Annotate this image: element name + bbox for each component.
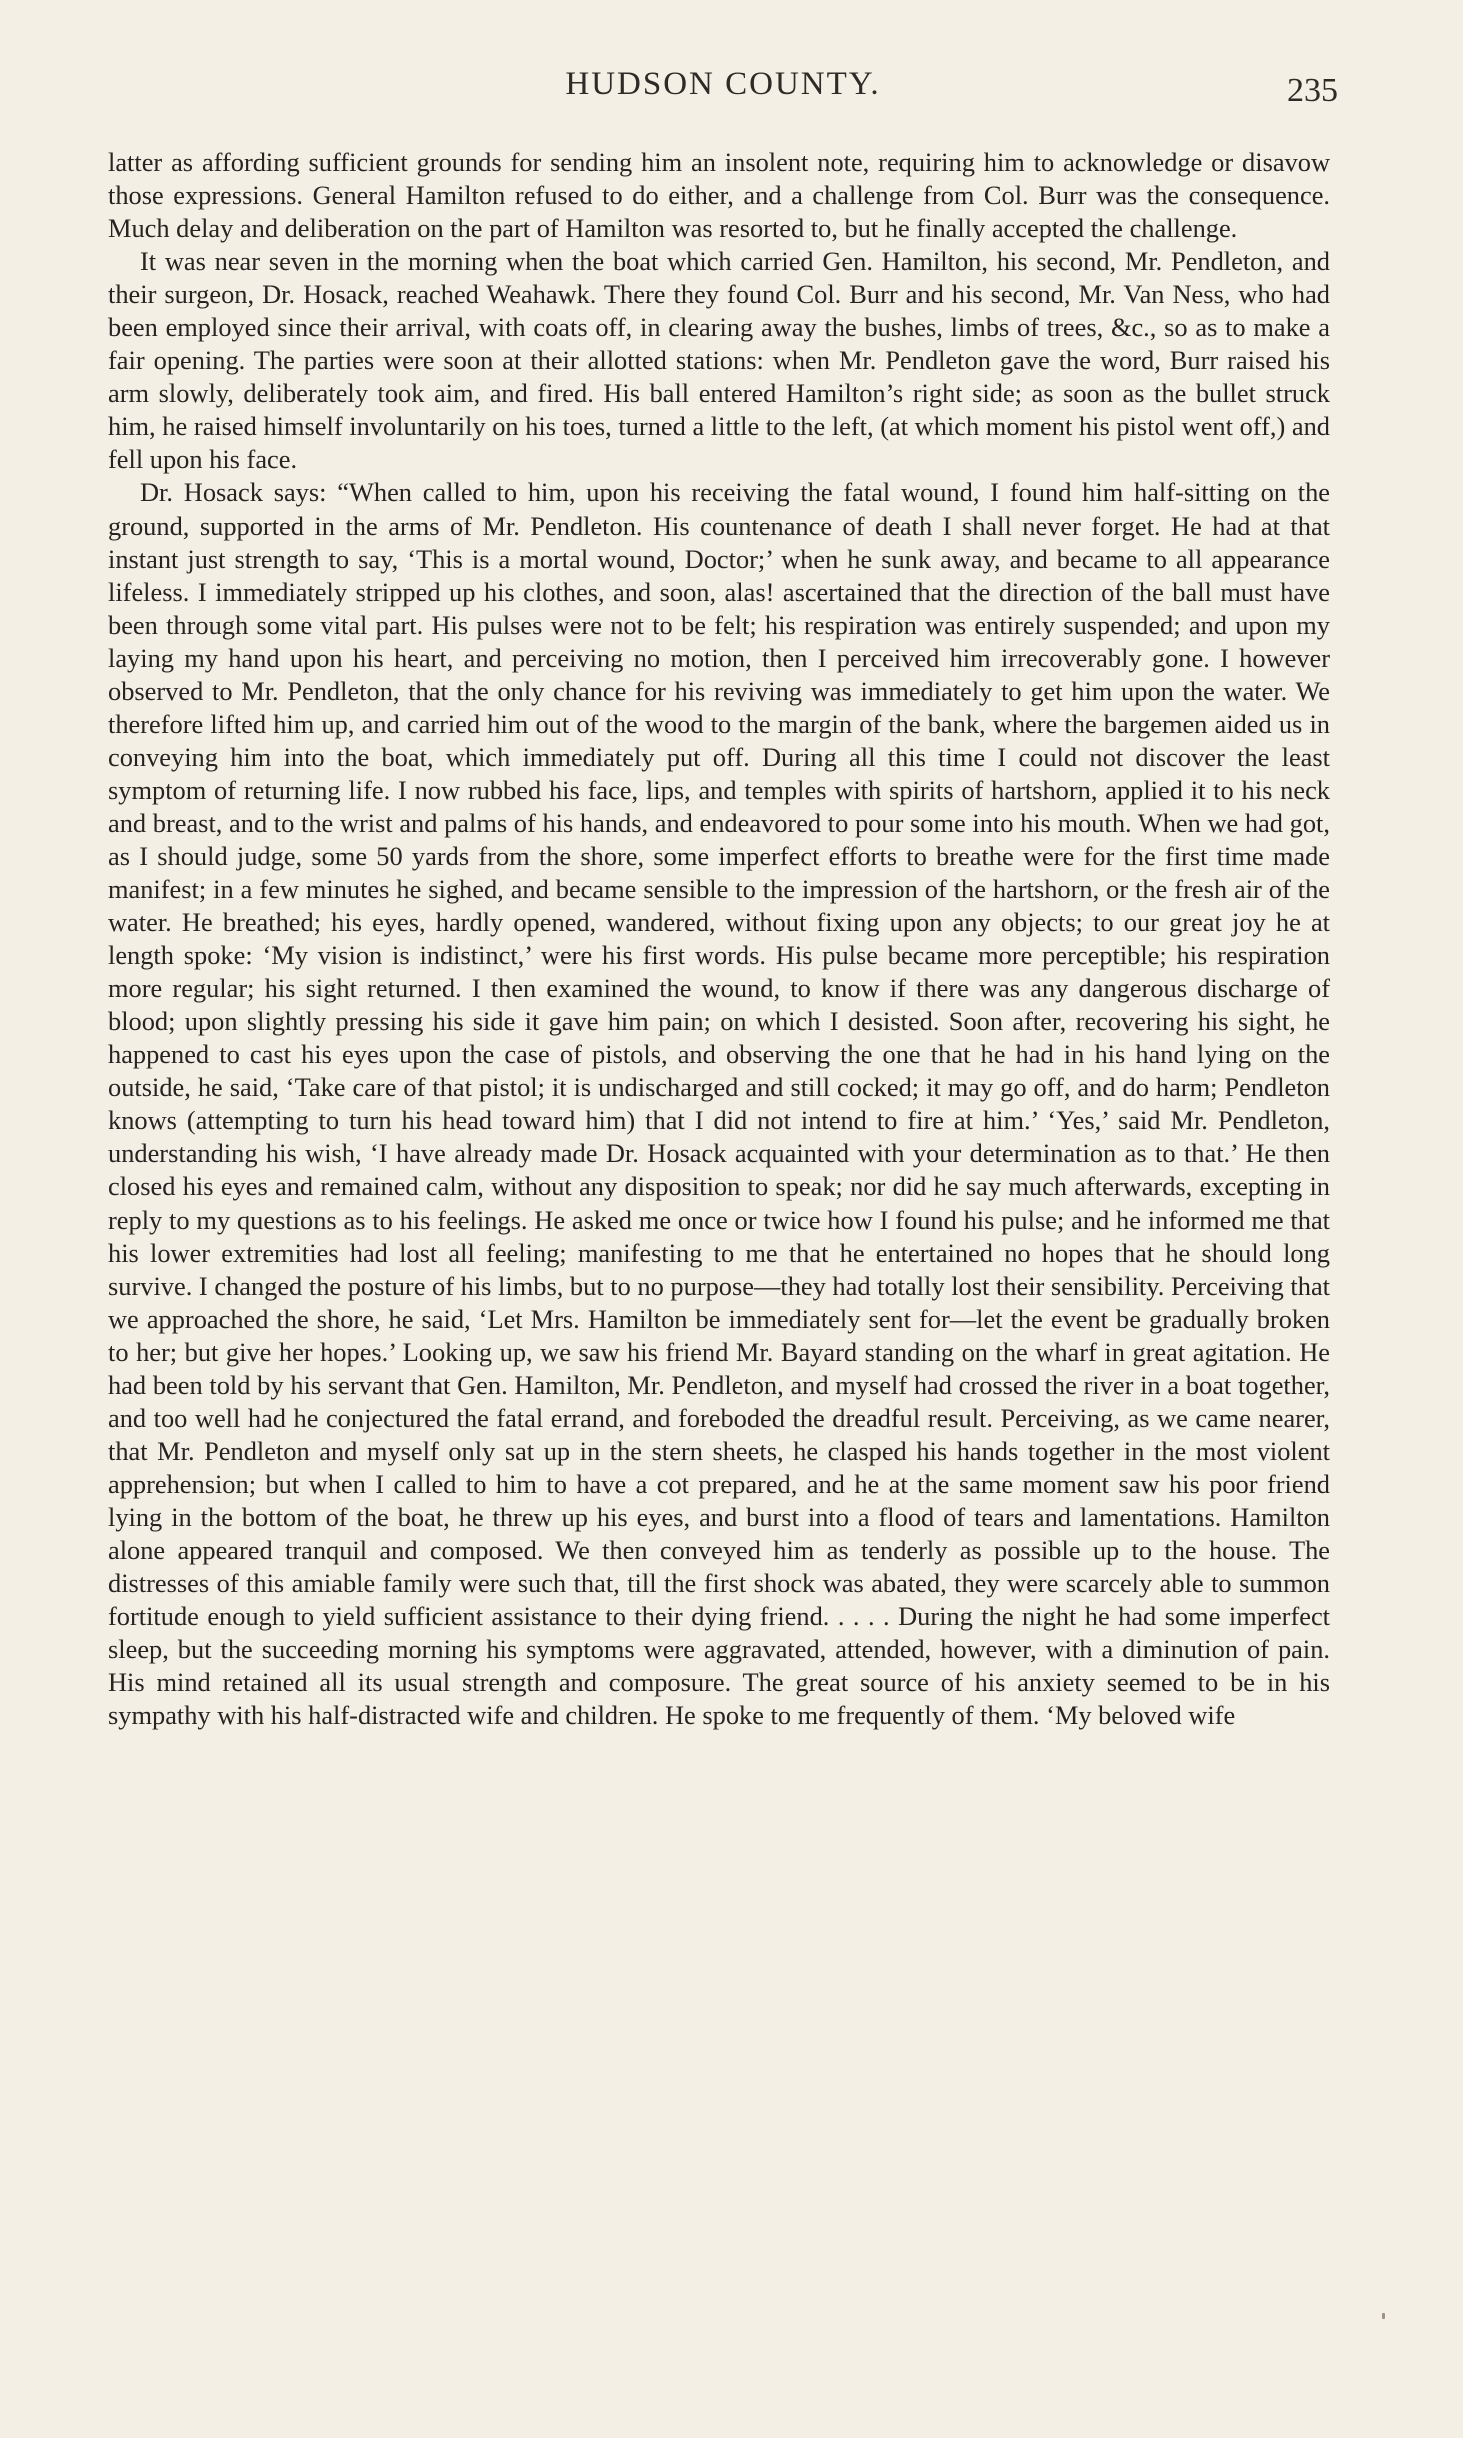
page-number: 235: [1287, 72, 1338, 109]
paragraph-duel: It was near seven in the morning when the boat which carried Gen. Hamilton, his second, Mr. Pendleton, and their surgeon, Dr. Hosack, reached Weahawk. There they found Col. Burr and his second, Mr. Van Ness, who had been employed since their arrival, with coats off, in clearing away the bushes, limbs of trees, &c., so as to make a fair opening. The parties were soon at their allotted stations: when Mr. Pendleton gave the word, Burr raised his arm slowly, deliberately took aim, and fired. His ball entered Hamilton’s right side; as soon as the bullet struck him, he raised himself involuntarily on his toes, turned a little to the left, (at which moment his pistol went off,) and fell upon his face.: [108, 246, 1330, 475]
paragraph-hosack-account: Dr. Hosack says: “When called to him, upon his receiving the fatal wound, I found him half-sitting on the ground, supported in the arms of Mr. Pendleton. His countenance of death I shall never forget. He had at that instant just strength to say, ‘This is a mortal wound, Doctor;’ when he sunk away, and became to all appearance lifeless. I immediately stripped up his clothes, and soon, alas! ascertained that the direction of the ball must have been through some vital part. His pulses were not to be felt; his respiration was entirely suspended; and upon my laying my hand upon his heart, and perceiving no motion, then I perceived him irrecoverably gone. I however observed to Mr. Pendleton, that the only chance for his reviving was immediately to get him upon the water. We therefore lifted him up, and carried him out of the wood to the margin of the bank, where the bargemen aided us in conveying him into the boat, which immediately put off. During all this time I could not discover the least symptom of returning life. I now rubbed his face, lips, and temples with spirits of hartshorn, applied it to his neck and breast, and to the wrist and palms of his hands, and endeavored to pour some into his mouth. When we had got, as I should judge, some 50 yards from the shore, some imperfect efforts to breathe were for the first time made manifest; in a few minutes he sighed, and became sensible to the impression of the hartshorn, or the fresh air of the water. He breathed; his eyes, hardly opened, wandered, without fixing upon any objects; to our great joy he at length spoke: ‘My vision is indistinct,’ were his first words. His pulse became more perceptible; his respiration more regular; his sight returned. I then examined the wound, to know if there was any dangerous discharge of blood; upon slightly pressing his side it gave him pain; on which I desisted. Soon after, recovering his sight, he happened to cast his eyes upon the case of pistols, and observing the one that he had in his hand lying on the outside, he said, ‘Take care of that pistol; it is undischarged and still cocked; it may go off, and do harm; Pendleton knows (attempting to turn his head toward him) that I did not intend to fire at him.’ ‘Yes,’ said Mr. Pendleton, understanding his wish, ‘I have already made Dr. Hosack acquainted with your determination as to that.’ He then closed his eyes and remained calm, without any disposition to speak; nor did he say much afterwards, excepting in reply to my questions as to his feelings. He asked me once or twice how I found his pulse; and he informed me that his lower extremities had lost all feeling; manifesting to me that he entertained no hopes that he should long survive. I changed the posture of his limbs, but to no purpose—they had totally lost their sensibility. Perceiving that we approached the shore, he said, ‘Let Mrs. Hamilton be immediately sent for—let the event be gradually broken to her; but give her hopes.’ Looking up, we saw his friend Mr. Bayard standing on the wharf in great agitation. He had been told by his servant that Gen. Hamilton, Mr. Pendleton, and myself had crossed the river in a boat together, and too well had he conjectured the fatal errand, and foreboded the dreadful result. Perceiving, as we came nearer, that Mr. Pendleton and myself only sat up in the stern sheets, he clasped his hands together in the most violent apprehension; but when I called to him to have a cot prepared, and he at the same moment saw his poor friend lying in the bottom of the boat, he threw up his eyes, and burst into a flood of tears and lamentations. Hamilton alone appeared tranquil and composed. We then conveyed him as tenderly as possible up to the house. The distresses of this amiable family were such that, till the first shock was abated, they were scarcely able to summon fortitude enough to yield sufficient assistance to their dying friend. . . . . During the night he had some imperfect sleep, but the succeeding morning his symptoms were aggravated, attended, however, with a diminution of pain. His mind retained all its usual strength and composure. The great source of his anxiety seemed to be in his sympathy with his half-distracted wife and children. He spoke to me frequently of them. ‘My beloved wife: [108, 477, 1330, 1731]
page-header: [108, 66, 1338, 118]
body-text: [108, 146, 1330, 1732]
paragraph-continuation: latter as affording sufficient grounds for sending him an insolent note, requiring him to acknowledge or disavow those expressions. General Hamilton refused to do either, and a challenge from Col. Burr was the consequence. Much delay and deliberation on the part of Hamilton was resorted to, but he finally accepted the challenge.: [108, 147, 1330, 244]
paper-speck: [1382, 2313, 1385, 2319]
running-head: HUDSON COUNTY.: [565, 66, 881, 102]
